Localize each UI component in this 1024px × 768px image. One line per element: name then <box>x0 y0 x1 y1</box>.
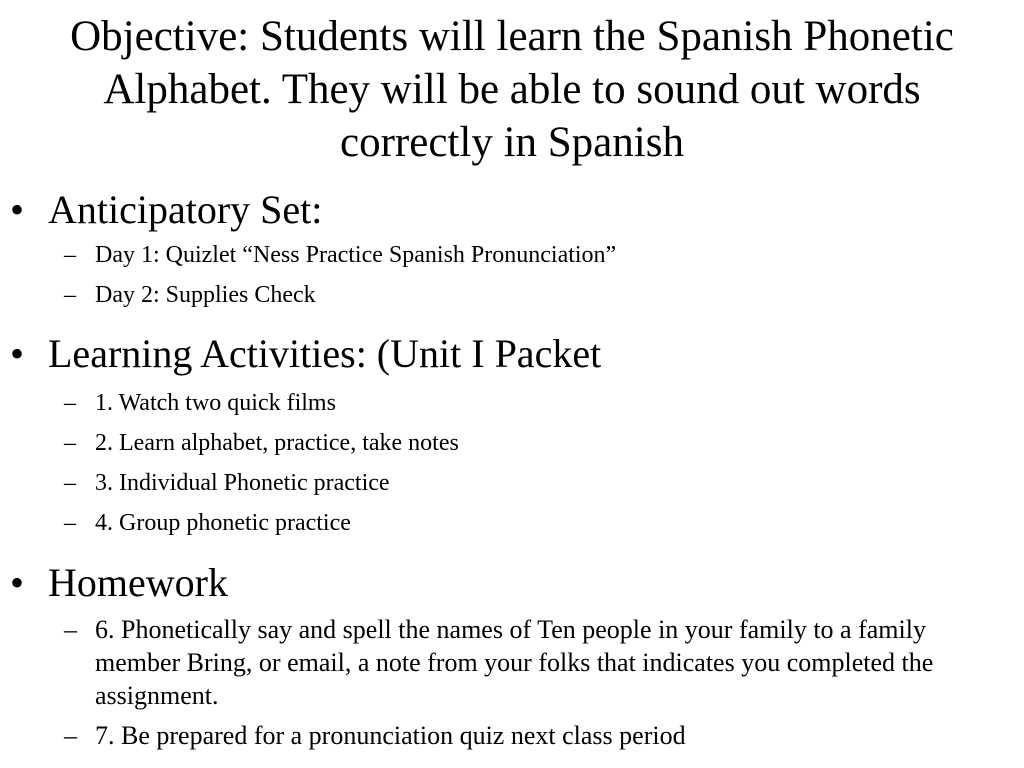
sub-item-text: 1. Watch two quick films <box>95 390 336 416</box>
sub-item <box>0 719 1024 752</box>
section-homework <box>0 557 1024 752</box>
bullet-label: Homework <box>48 560 228 605</box>
dash-icon: – <box>64 615 77 644</box>
sub-item <box>0 428 1024 458</box>
dash-icon: – <box>64 721 77 750</box>
bullet-dot-icon: • <box>10 187 25 232</box>
sub-item-text: 6. Phonetically say and spell the names of Ten people in your family to a family member Bring, or email, a note from your folks that indicates you completed the assignment. <box>95 615 934 710</box>
bullet-dot-icon: • <box>10 331 25 376</box>
sub-item-text: 4. Group phonetic practice <box>95 510 351 536</box>
sub-item-text: 3. Individual Phonetic practice <box>95 470 390 496</box>
sub-item <box>0 613 1024 712</box>
slide-title: Objective: Students will learn the Spanish Phonetic Alphabet. They will be able to sound out words correctly in Spanish <box>70 13 954 166</box>
section-anticipatory-set <box>0 184 1024 310</box>
sub-item-text: Day 1: Quizlet “Ness Practice Spanish Pronunciation” <box>95 242 617 268</box>
sub-item <box>0 280 1024 310</box>
sub-item <box>0 388 1024 418</box>
dash-icon: – <box>64 470 76 496</box>
sub-item-text: Day 2: Supplies Check <box>95 282 316 308</box>
dash-icon: – <box>64 430 76 456</box>
dash-icon: – <box>64 242 76 268</box>
sub-item-text: 2. Learn alphabet, practice, take notes <box>95 430 459 456</box>
sub-item-text: 7. Be prepared for a pronunciation quiz next class period <box>95 721 686 750</box>
sub-item <box>0 240 1024 270</box>
dash-icon: – <box>64 282 76 308</box>
bullet-label: Anticipatory Set: <box>48 187 323 232</box>
section-learning-activities <box>0 328 1024 538</box>
bullet-anticipatory-set <box>0 184 1024 236</box>
bullet-label: Learning Activities: (Unit I Packet <box>48 331 602 376</box>
bullet-homework <box>0 557 1024 609</box>
bullet-dot-icon: • <box>10 560 25 605</box>
dash-icon: – <box>64 510 76 536</box>
sub-item <box>0 468 1024 498</box>
sub-item <box>0 508 1024 538</box>
dash-icon: – <box>64 390 76 416</box>
bullet-learning-activities <box>0 328 1024 380</box>
